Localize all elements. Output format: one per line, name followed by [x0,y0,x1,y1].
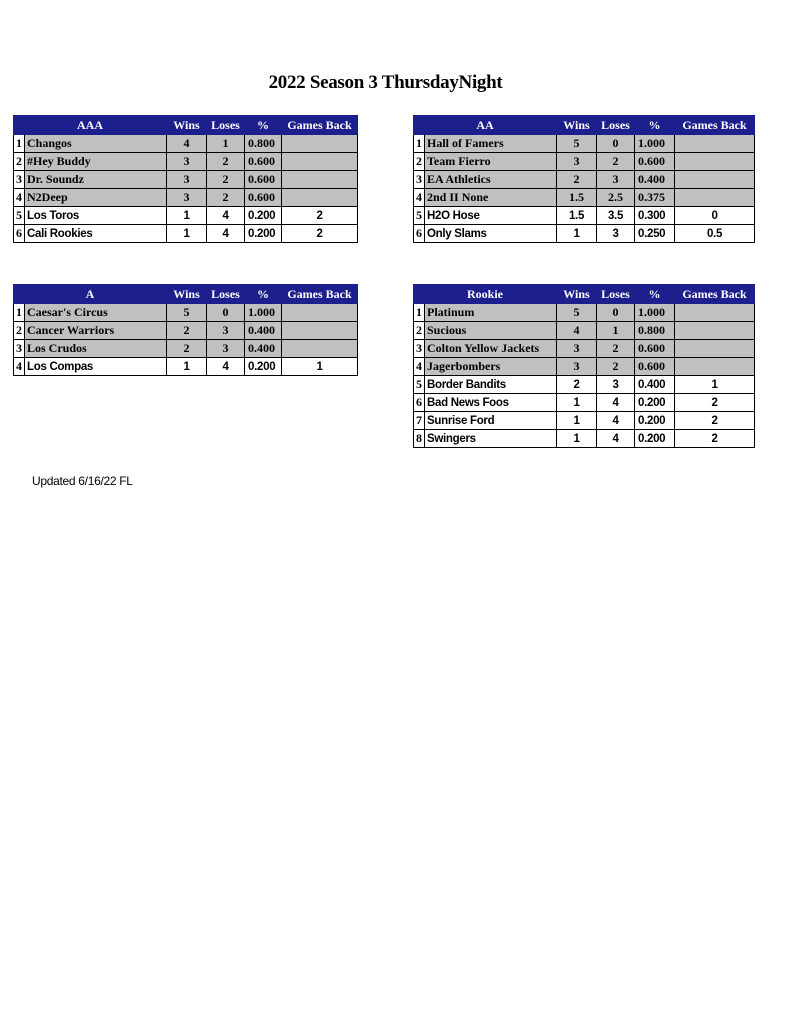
table-row [14,153,358,171]
table-row [14,322,358,340]
rank-cell: 6 [414,225,425,243]
loses-cell: 3 [207,340,245,358]
table-row [414,189,755,207]
loses-cell: 3.5 [597,207,635,225]
team-name: EA Athletics [425,171,557,189]
table-header-row [14,285,358,304]
games-back-cell [282,304,358,322]
team-name: Changos [25,135,167,153]
table-row [14,171,358,189]
rank-cell: 6 [414,394,425,412]
loses-cell: 4 [597,430,635,448]
games-back-cell [675,153,755,171]
col-pct-header: % [635,285,675,304]
rank-cell: 2 [414,153,425,171]
pct-cell: 1.000 [245,304,282,322]
pct-cell: 1.000 [635,304,675,322]
wins-cell: 1 [557,412,597,430]
col-wins-header: Wins [167,285,207,304]
games-back-cell [675,340,755,358]
pct-cell: 0.300 [635,207,675,225]
pct-cell: 0.400 [245,340,282,358]
table-row [414,358,755,376]
team-name: Los Compas [25,358,167,376]
table-row [14,207,358,225]
table-header-row [414,116,755,135]
table-row [414,394,755,412]
wins-cell: 4 [167,135,207,153]
team-name: Platinum [425,304,557,322]
games-back-cell [675,189,755,207]
wins-cell: 4 [557,322,597,340]
wins-cell: 1 [557,394,597,412]
rank-cell: 1 [414,304,425,322]
games-back-cell: 1 [675,376,755,394]
table-header-row [414,285,755,304]
pct-cell: 0.600 [635,153,675,171]
table-row [14,304,358,322]
wins-cell: 1.5 [557,189,597,207]
games-back-cell [675,304,755,322]
col-loses-header: Loses [207,116,245,135]
games-back-cell: 2 [675,394,755,412]
loses-cell: 3 [597,171,635,189]
loses-cell: 2 [207,189,245,207]
pct-cell: 0.200 [635,412,675,430]
loses-cell: 0 [207,304,245,322]
rank-cell: 3 [14,340,25,358]
col-pct-header: % [245,116,282,135]
col-wins-header: Wins [557,116,597,135]
games-back-cell [282,322,358,340]
rank-cell: 4 [14,189,25,207]
table-row [14,189,358,207]
wins-cell: 5 [557,135,597,153]
team-name: Swingers [425,430,557,448]
loses-cell: 4 [207,358,245,376]
pct-cell: 0.375 [635,189,675,207]
games-back-cell [282,153,358,171]
games-back-cell: 2 [675,412,755,430]
team-name: Los Crudos [25,340,167,358]
table-row [414,171,755,189]
games-back-cell: 1 [282,358,358,376]
wins-cell: 3 [557,153,597,171]
team-name: Jagerbombers [425,358,557,376]
rank-cell: 8 [414,430,425,448]
team-name: Only Slams [425,225,557,243]
division-name: AAA [14,116,167,135]
team-name: Cancer Warriors [25,322,167,340]
games-back-cell [675,358,755,376]
col-loses-header: Loses [207,285,245,304]
pct-cell: 0.600 [245,189,282,207]
wins-cell: 1 [167,225,207,243]
games-back-cell [282,340,358,358]
table-row [414,225,755,243]
games-back-cell [282,135,358,153]
col-games-back-header: Games Back [282,285,358,304]
wins-cell: 3 [167,153,207,171]
col-games-back-header: Games Back [282,116,358,135]
games-back-cell [675,135,755,153]
pct-cell: 0.800 [635,322,675,340]
team-name: #Hey Buddy [25,153,167,171]
rank-cell: 5 [414,376,425,394]
team-name: 2nd II None [425,189,557,207]
updated-note: Updated 6/16/22 FL [32,474,133,488]
team-name: Cali Rookies [25,225,167,243]
col-pct-header: % [635,116,675,135]
wins-cell: 2 [167,340,207,358]
col-games-back-header: Games Back [675,116,755,135]
wins-cell: 1 [167,358,207,376]
pct-cell: 0.600 [635,358,675,376]
team-name: Hall of Famers [425,135,557,153]
pct-cell: 0.800 [245,135,282,153]
wins-cell: 5 [557,304,597,322]
pct-cell: 0.200 [245,225,282,243]
rank-cell: 5 [414,207,425,225]
rank-cell: 3 [14,171,25,189]
loses-cell: 1 [207,135,245,153]
table-row [14,358,358,376]
loses-cell: 2.5 [597,189,635,207]
team-name: N2Deep [25,189,167,207]
games-back-cell: 2 [675,430,755,448]
table-row [414,430,755,448]
wins-cell: 2 [167,322,207,340]
wins-cell: 3 [557,340,597,358]
table-row [414,376,755,394]
table-row [14,225,358,243]
rank-cell: 2 [414,322,425,340]
table-row [414,207,755,225]
table-row [14,135,358,153]
loses-cell: 3 [597,376,635,394]
standings-table-aa [413,115,755,243]
team-name: Dr. Soundz [25,171,167,189]
loses-cell: 2 [597,340,635,358]
team-name: Colton Yellow Jackets [425,340,557,358]
standings-table-a [13,284,358,376]
loses-cell: 0 [597,304,635,322]
col-pct-header: % [245,285,282,304]
loses-cell: 0 [597,135,635,153]
games-back-cell [282,171,358,189]
games-back-cell: 2 [282,225,358,243]
rank-cell: 3 [414,171,425,189]
games-back-cell [282,189,358,207]
team-name: H2O Hose [425,207,557,225]
pct-cell: 0.600 [635,340,675,358]
team-name: Team Fierro [425,153,557,171]
games-back-cell [675,322,755,340]
pct-cell: 0.400 [635,376,675,394]
team-name: Sucious [425,322,557,340]
rank-cell: 2 [14,153,25,171]
table-row [414,412,755,430]
pct-cell: 0.200 [635,430,675,448]
table-row [414,322,755,340]
pct-cell: 0.400 [245,322,282,340]
loses-cell: 2 [597,358,635,376]
wins-cell: 3 [167,189,207,207]
rank-cell: 4 [414,189,425,207]
rank-cell: 1 [14,304,25,322]
wins-cell: 3 [557,358,597,376]
loses-cell: 4 [597,412,635,430]
wins-cell: 1 [167,207,207,225]
rank-cell: 5 [14,207,25,225]
table-row [14,340,358,358]
loses-cell: 3 [597,225,635,243]
games-back-cell: 2 [282,207,358,225]
table-row [414,135,755,153]
loses-cell: 1 [597,322,635,340]
pct-cell: 0.200 [635,394,675,412]
rank-cell: 1 [14,135,25,153]
wins-cell: 2 [557,171,597,189]
team-name: Caesar's Circus [25,304,167,322]
wins-cell: 2 [557,376,597,394]
pct-cell: 0.200 [245,358,282,376]
pct-cell: 0.200 [245,207,282,225]
page-title: 2022 Season 3 ThursdayNight [268,72,503,93]
col-loses-header: Loses [597,116,635,135]
division-name: Rookie [414,285,557,304]
table-row [414,153,755,171]
team-name: Sunrise Ford [425,412,557,430]
loses-cell: 2 [207,171,245,189]
table-row [414,340,755,358]
rank-cell: 4 [414,358,425,376]
division-name: A [14,285,167,304]
games-back-cell: 0.5 [675,225,755,243]
loses-cell: 4 [207,225,245,243]
wins-cell: 5 [167,304,207,322]
col-wins-header: Wins [557,285,597,304]
col-loses-header: Loses [597,285,635,304]
games-back-cell [675,171,755,189]
loses-cell: 4 [597,394,635,412]
pct-cell: 0.600 [245,171,282,189]
rank-cell: 6 [14,225,25,243]
wins-cell: 1.5 [557,207,597,225]
rank-cell: 7 [414,412,425,430]
col-wins-header: Wins [167,116,207,135]
pct-cell: 0.400 [635,171,675,189]
col-games-back-header: Games Back [675,285,755,304]
loses-cell: 3 [207,322,245,340]
division-name: AA [414,116,557,135]
rank-cell: 4 [14,358,25,376]
games-back-cell: 0 [675,207,755,225]
team-name: Border Bandits [425,376,557,394]
team-name: Bad News Foos [425,394,557,412]
pct-cell: 0.600 [245,153,282,171]
loses-cell: 2 [207,153,245,171]
standings-table-aaa [13,115,358,243]
pct-cell: 0.250 [635,225,675,243]
table-row [414,304,755,322]
pct-cell: 1.000 [635,135,675,153]
loses-cell: 4 [207,207,245,225]
rank-cell: 2 [14,322,25,340]
wins-cell: 1 [557,225,597,243]
wins-cell: 1 [557,430,597,448]
rank-cell: 3 [414,340,425,358]
team-name: Los Toros [25,207,167,225]
rank-cell: 1 [414,135,425,153]
loses-cell: 2 [597,153,635,171]
standings-table-rookie [413,284,755,448]
table-header-row [14,116,358,135]
wins-cell: 3 [167,171,207,189]
